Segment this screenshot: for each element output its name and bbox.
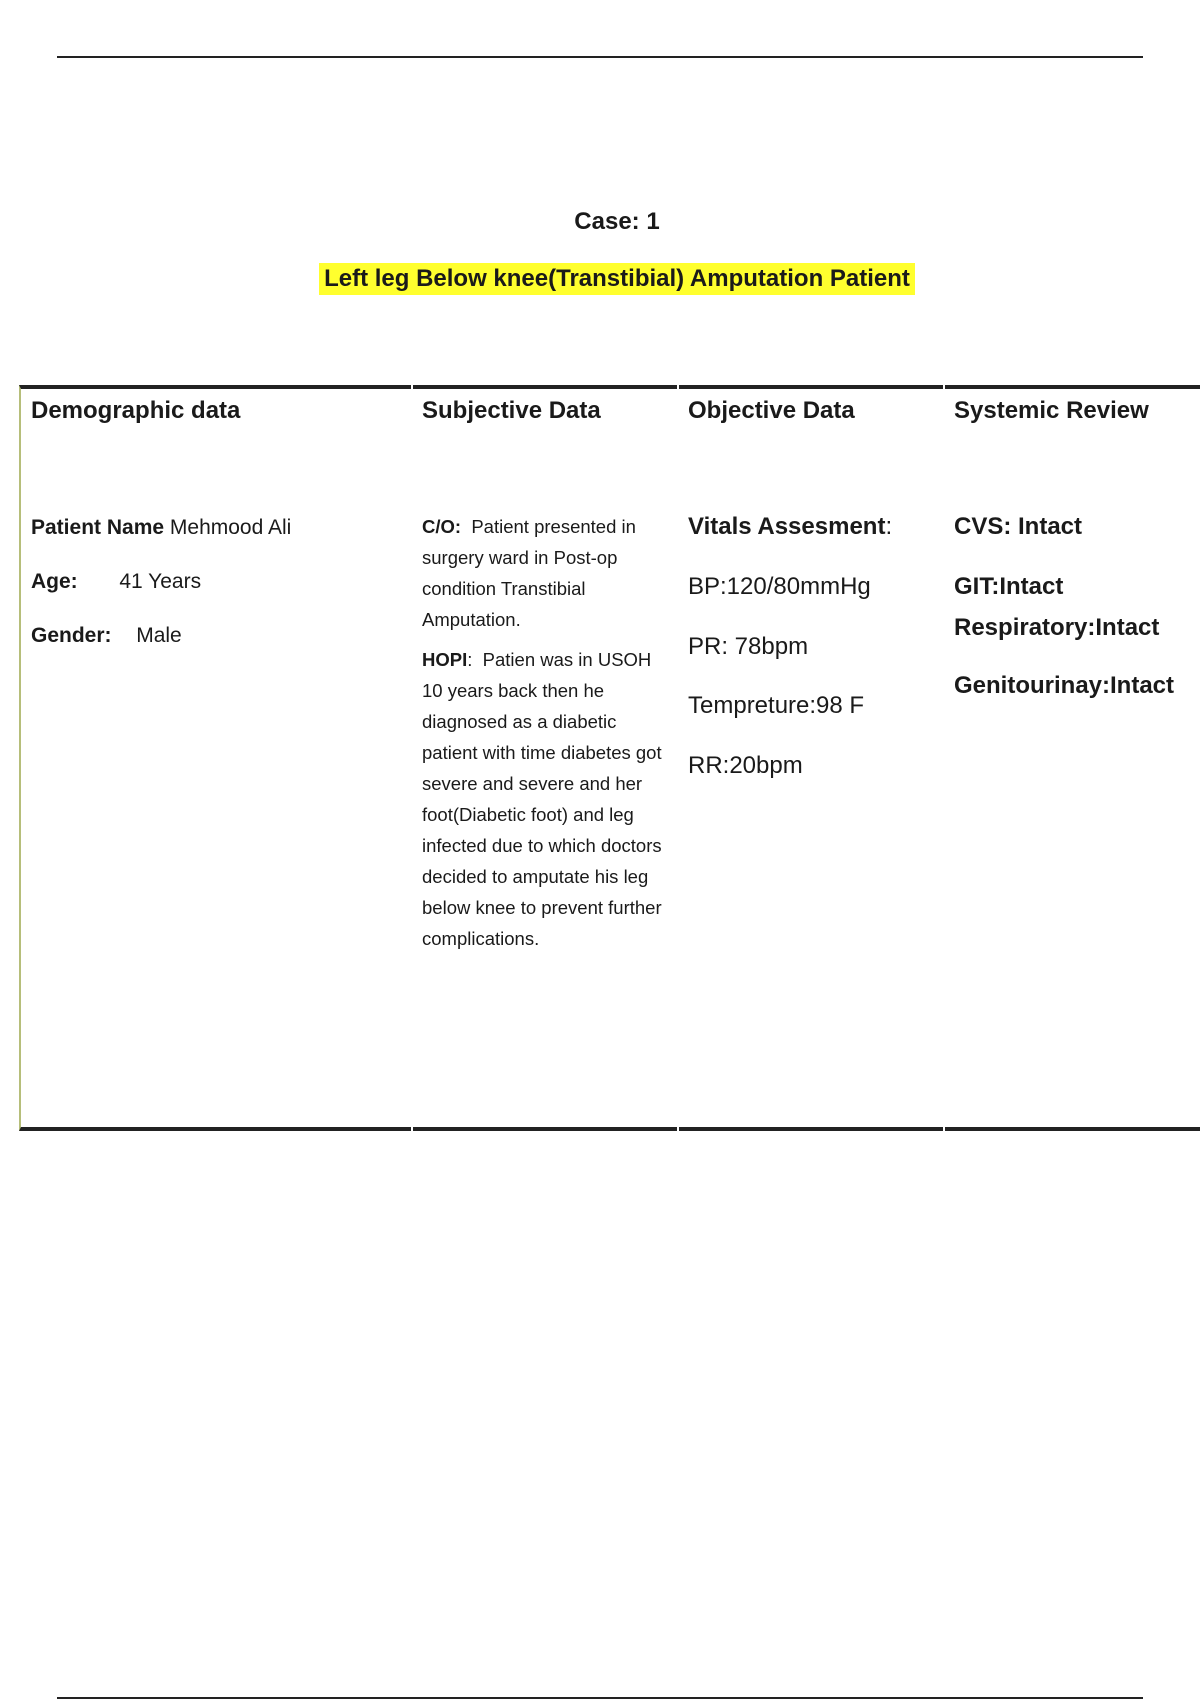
- complaint-label: C/O:: [422, 516, 462, 537]
- age-label: Age:: [31, 570, 78, 593]
- demographic-column: [19, 385, 411, 1131]
- case-title-wrap: [0, 263, 1200, 295]
- subjective-heading: Subjective Data: [422, 397, 601, 424]
- genitourinary-value: Genitourinay:Intact: [954, 672, 1175, 699]
- respiratory-value: Respiratory:Intact: [954, 614, 1160, 641]
- hopi-paragraph: HOPI: Patien was in USOH 10 years back then he diagnosed as a diabetic patient with time diabetes got severe and severe and her foot(Diabetic foot) and leg infected due to which doctors decided to amputate his leg below knee to prevent further complications.: [422, 649, 662, 949]
- footer-rule: [57, 1697, 1143, 1699]
- case-number: Case: 1: [574, 208, 660, 235]
- systemic-column: [945, 385, 1200, 1131]
- subjective-body: [422, 511, 672, 963]
- patient-name-value: Mehmood Ali: [169, 516, 292, 539]
- complaint-text: Patient presented in surgery ward in Post-op condition Transtibial Amputation.: [422, 516, 636, 630]
- case-title: Left leg Below knee(Transtibial) Amputation Patient: [319, 263, 915, 295]
- demographic-heading: Demographic data: [31, 397, 241, 424]
- git-value: GIT:Intact: [954, 573, 1064, 600]
- pr-value: PR: 78bpm: [688, 633, 809, 660]
- cvs-value: CVS: Intact: [954, 513, 1083, 540]
- bp-value: BP:120/80mmHg: [688, 573, 871, 600]
- vitals-label: Vitals Assesment: [688, 513, 886, 540]
- header-rule: [57, 56, 1143, 58]
- patient-name-row: [31, 516, 291, 540]
- age-value: 41 Years: [119, 570, 202, 593]
- systemic-heading: Systemic Review: [954, 397, 1149, 424]
- subjective-column: [413, 385, 677, 1131]
- hopi-text: Patien was in USOH 10 years back then he diagnosed as a diabetic patient with time diabetes got severe and severe and her foot(Diabetic foot) and leg infected due to which doctors decided to amputate his leg below knee to prevent further complications.: [422, 649, 662, 949]
- objective-column: [679, 385, 943, 1131]
- complaint-paragraph: [422, 511, 672, 635]
- gender-label: Gender:: [31, 624, 112, 647]
- patient-name-label: Patient Name: [31, 516, 165, 539]
- temperature-value: Tempreture:98 F: [688, 692, 865, 719]
- gender-value: Male: [136, 624, 182, 647]
- hopi-label: HOPI: [422, 649, 468, 670]
- case-table: [19, 385, 1200, 1131]
- objective-heading: Objective Data: [688, 397, 855, 424]
- vitals-colon: :: [885, 513, 893, 540]
- vitals-row: [688, 513, 892, 541]
- rr-value: RR:20bpm: [688, 752, 803, 779]
- age-row: [31, 570, 201, 594]
- gender-row: [31, 624, 182, 648]
